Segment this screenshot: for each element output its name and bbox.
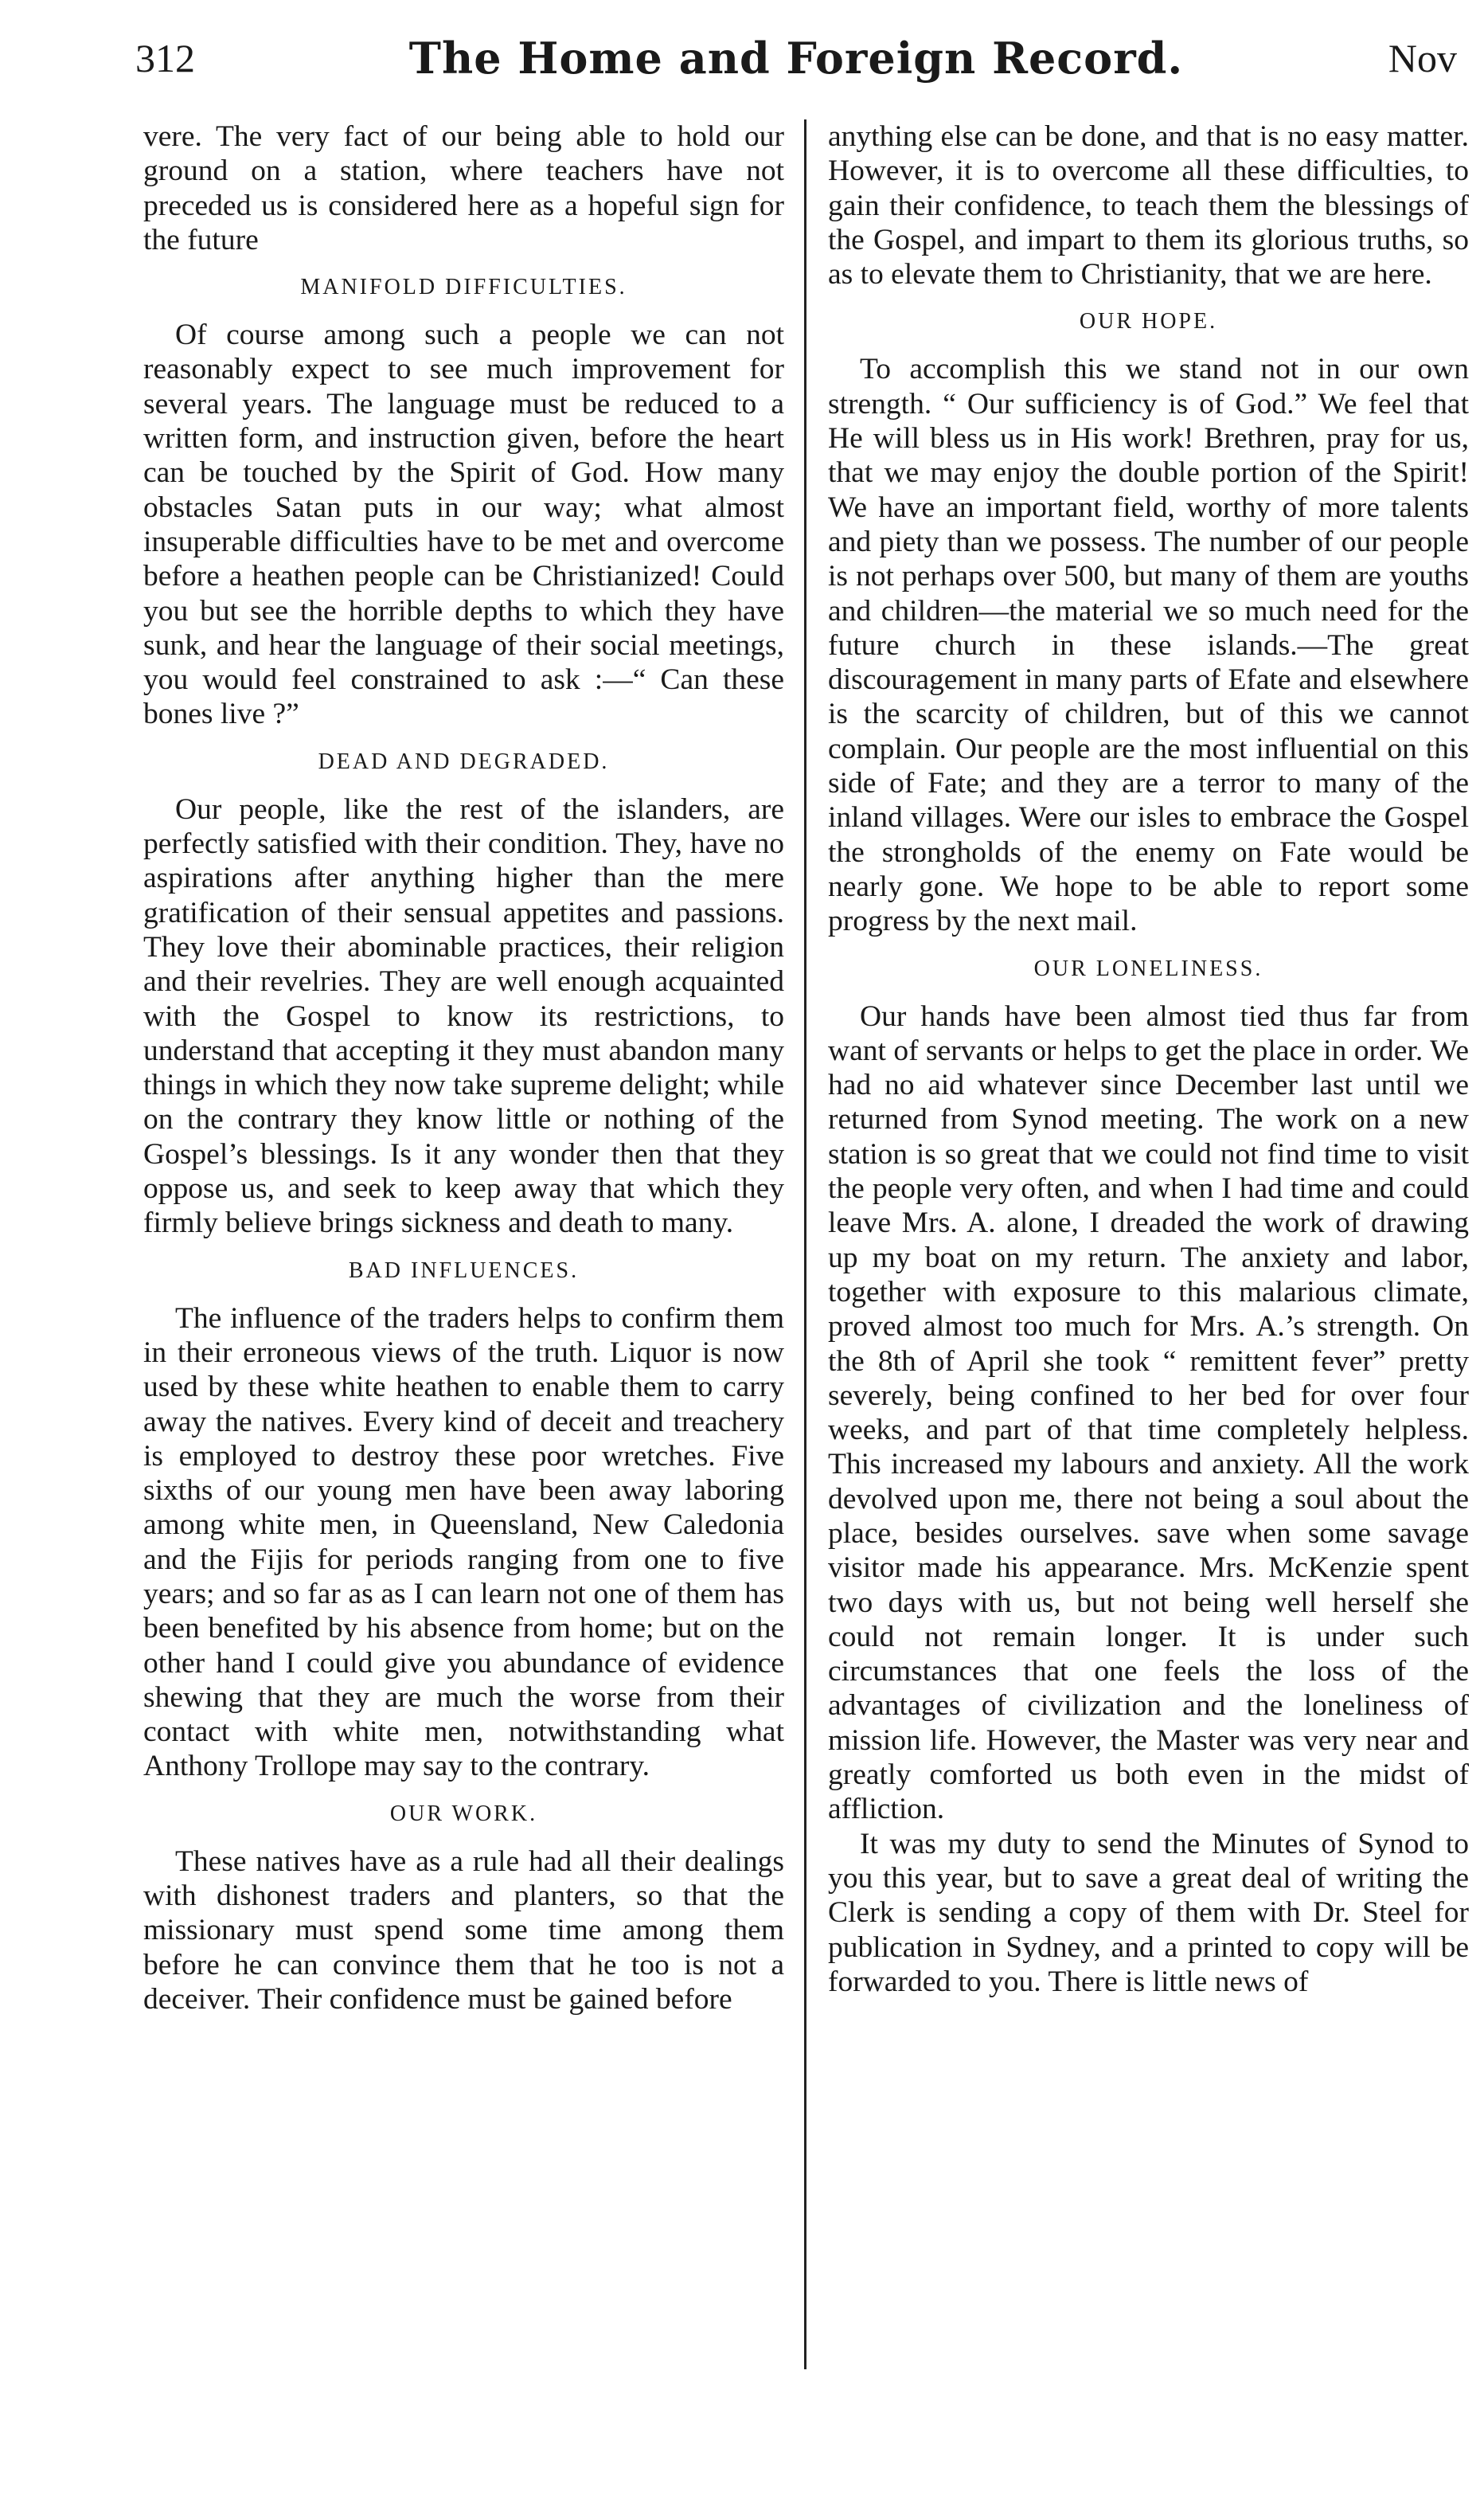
section-heading-our-hope: OUR HOPE. — [1079, 309, 1218, 334]
section-heading-manifold-difficulties: MANIFOLD DIFFICULTIES. — [300, 275, 627, 300]
paragraph-dead-and-degraded: Our people, like the rest of the islanders, are perfectly satisfied with their condition. They, have no aspirations after anything higher than the mere gratification of their sensual appetites and passions. They love their abominable practices, their religion and their revelries. They are well enough acquainted with the Gospel to know its restrictions, to understand that accepting it they must abandon many things in which they now take supreme delight; while on the contrary they know little or nothing of the Gospel’s blessings. Is it any wonder then that they oppose us, and seek to keep away that which they firmly believe brings sickness and death to many. — [143, 792, 784, 1240]
journal-title: The Home and Foreign Record. — [408, 33, 1184, 84]
page-number: 312 — [135, 36, 195, 80]
issue-month: Nov — [1388, 36, 1457, 80]
column-divider — [804, 119, 806, 2369]
paragraph-our-work: These natives have as a rule had all their dealings with dishonest traders and planters, so that the missionary must spend some time among them before he can convince them that he too is not a deceiver. Their confidence must be gained before — [143, 1844, 784, 2016]
paragraph-our-work-continued: anything else can be done, and that is no easy matter. However, it is to overcome all these difficulties, to gain their confidence, to teach them the blessings of the Gospel, and impart to them its glorious truths, so as to elevate them to Christianity, that we are here. — [828, 120, 1469, 291]
paragraph-our-hope: To accomplish this we stand not in our own strength. “ Our sufficiency is of God.” We feel that He will bless us in His work! Brethren, pray for us, that we may enjoy the double portion of the Spirit! We have an important field, worthy of more talents and piety than we possess. The number of our people is not perhaps over 500, but many of them are youths and children—the material we so much need for the future church in these islands.—The great discouragement in many parts of Efate and elsewhere is the scarcity of children, but of this we cannot complain. Our people are the most influential on this side of Fate; and they are a terror to many of the inland villages. Were our isles to embrace the Gospel the strongholds of the enemy on Fate would be nearly gone. We hope to be able to report some progress by the next mail. — [828, 353, 1469, 938]
paragraph-synod-minutes: It was my duty to send the Minutes of Synod to you this year, but to save a great deal of writing the Clerk is sending a copy of them with Dr. Steel for publication in Sydney, and a printed to copy will be forwarded to you. There is little news of — [828, 1827, 1469, 1998]
section-heading-our-loneliness: OUR LONELINESS. — [1033, 956, 1263, 981]
paragraph-manifold-difficulties: Of course among such a people we can not reasonably expect to see much improvement for several years. The language must be reduced to a written form, and instruction given, before the heart can be touched by the Spirit of God. How many obstacles Satan puts in our way; what almost insuperable difficulties have to be met and overcome before a heathen people can be Christianized! Could you but see the horrible depths to which they have sunk, and hear the language of their social meetings, you would feel constrained to ask :—“ Can these bones live ?” — [143, 319, 784, 731]
page-header — [135, 30, 1457, 86]
paragraph-continuation: vere. The very fact of our being able to hold our ground on a station, where teachers have not preceded us is considered here as a hopeful sign for the future — [143, 120, 784, 256]
section-heading-dead-and-degraded: DEAD AND DEGRADED. — [318, 749, 610, 774]
paragraph-bad-influences: The influence of the traders helps to confirm them in their erroneous views of the truth. Liquor is now used by these white heathen to enable them to carry away the natives. Every kind of deceit and treachery is employed to destroy these poor wretches. Five sixths of our young men have been away laboring among white men, in Queensland, New Caledonia and the Fijis for periods ranging from one to five years; and so far as as I can learn not one of them has been benefited by his absence from home; but on the other hand I could give you abundance of evidence shewing that they are much the worse from their contact with white men, notwithstanding what Anthony Trollope may say to the contrary. — [143, 1301, 784, 1783]
section-heading-our-work: OUR WORK. — [389, 1801, 538, 1826]
left-column — [143, 119, 784, 2365]
paragraph-our-loneliness: Our hands have been almost tied thus far from want of servants or helps to get the place in order. We had no aid whatever since December last until we returned from Synod meeting. The work on a new station is so great that we could not find time to visit the people very often, and when I had time and could leave Mrs. A. alone, I dreaded the work of drawing up my boat on my return. The anxiety and labor, together with exposure to this malarious climate, proved almost too much for Mrs. A.’s strength. On the 8th of April she took “ remittent fever” pretty severely, being confined to her bed for over four weeks, and part of that time completely helpless. This increased my labours and anxiety. All the work devolved upon me, there not being a soul about the place, besides ourselves. save when some savage visitor made his appearance. Mrs. McKenzie spent two days with us, but not being well herself she could not remain longer. It is under such circumstances that one feels the loss of the advantages of civilization and the loneliness of mission life. However, the Master was very near and greatly comforted us both even in the midst of affliction. — [828, 999, 1469, 1826]
right-column — [828, 119, 1469, 2365]
section-heading-bad-influences: BAD INFLUENCES. — [348, 1258, 580, 1283]
